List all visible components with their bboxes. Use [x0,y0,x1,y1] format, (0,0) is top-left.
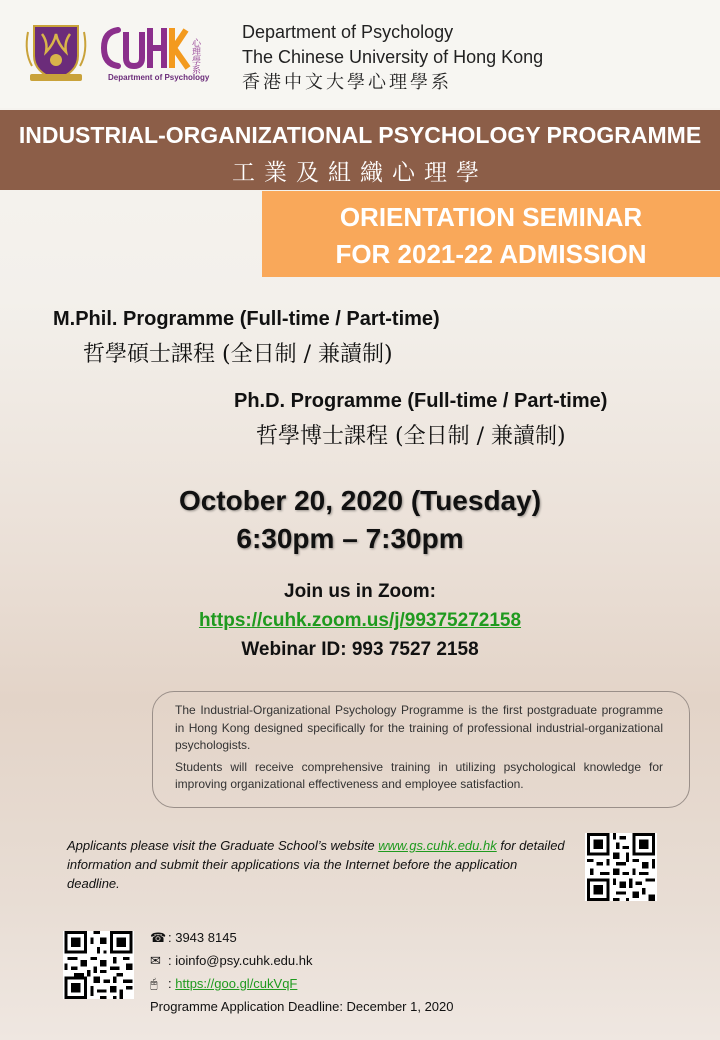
contact-web-prefix: : [168,976,172,991]
seminar-line-2: FOR 2021-22 ADMISSION [335,239,647,269]
zoom-info [0,577,720,664]
programme-description [175,702,663,798]
event-time: 6:30pm – 7:30pm [236,523,464,554]
contact-info [150,926,454,1018]
event-date: October 20, 2020 (Tuesday) [178,485,542,516]
svg-text:心理學系: 心理學系 [190,38,200,74]
contact-email[interactable]: : ioinfo@psy.cuhk.edu.hk [168,953,313,968]
applicants-note-pre: Applicants please visit the Graduate School’s website [67,838,379,853]
svg-text:Department of Psychology: Department of Psychology [108,73,210,82]
university-name-en: The Chinese University of Hong Kong [242,47,544,67]
description-paragraph-2: Students will receive comprehensive training in utilizing psychological knowledge for improving organizational effectiveness and employee satisfaction. [175,759,663,791]
department-name-zh: 香港中文大學心理學系 [242,72,452,93]
zoom-label: Join us in Zoom: [284,581,436,602]
programme-title-band [0,110,720,190]
graduate-school-link[interactable]: www.gs.cuhk.edu.hk [378,838,497,853]
department-name-en: Department of Psychology [242,22,454,42]
event-datetime [0,482,720,558]
applicants-note-post: for detailed information and submit their applications via the Internet before the application deadline. [67,838,565,891]
qr-code-icon[interactable] [63,931,134,999]
webinar-id: Webinar ID: 993 7527 2158 [241,639,479,660]
envelope-icon: ✉ [150,953,161,968]
seminar-line-1: ORIENTATION SEMINAR [339,202,643,232]
department-info [242,20,543,95]
description-paragraph-1: The Industrial-Organizational Psychology Programme is the first postgraduate programme in Hong Kong designed specifically for the training of professional industrial-organizational psychologists. [175,703,663,752]
phone-icon: ☎ [150,930,167,945]
cuhk-psychology-logo-icon [100,22,210,84]
mphil-programme-en: M.Phil. Programme (Full-time / Part-time) [53,308,440,330]
contact-web-link[interactable]: https://goo.gl/cukVqF [175,976,298,991]
qr-code-icon[interactable] [585,833,657,901]
programme-title-zh: 工業及組織心理學 [232,160,488,186]
application-deadline: Programme Application Deadline: December 1, 2020 [150,999,454,1014]
seminar-banner [262,191,720,277]
phd-programme-en: Ph.D. Programme (Full-time / Part-time) [234,390,608,412]
mphil-programme-zh: 哲學碩士課程 (全日制 / 兼讀制) [83,342,393,367]
contact-phone: : 3943 8145 [168,930,237,945]
phd-programme-zh: 哲學博士課程 (全日制 / 兼讀制) [256,424,566,449]
applicants-note [67,836,567,893]
zoom-link[interactable]: https://cuhk.zoom.us/j/99375272158 [198,610,522,631]
cuhk-crest-icon [20,22,92,84]
mouse-icon: 🖰 [150,976,158,991]
programme-title-en: INDUSTRIAL-ORGANIZATIONAL PSYCHOLOGY PROGRAMME [18,122,702,148]
